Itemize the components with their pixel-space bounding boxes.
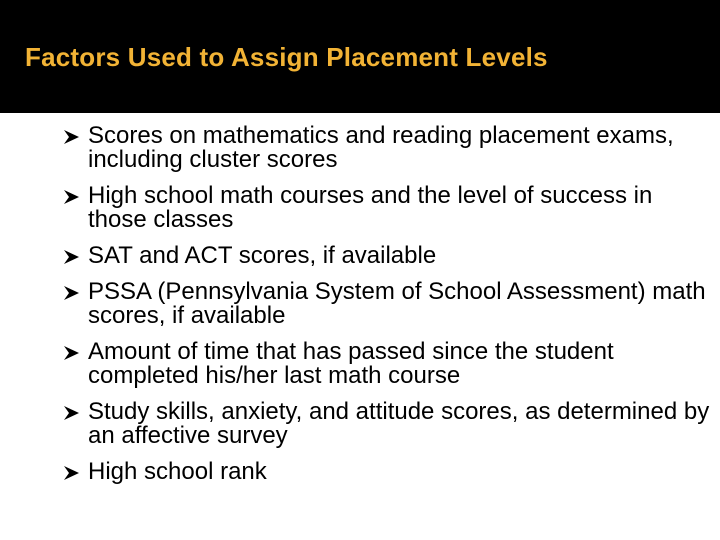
bullet-text: SAT and ACT scores, if available — [88, 242, 437, 269]
arrowhead-bullet-icon — [62, 284, 82, 302]
arrowhead-bullet-icon — [62, 464, 82, 482]
arrowhead-bullet-icon — [62, 188, 82, 206]
bullet-text: Scores on mathematics and reading placement exams, including cluster scores — [88, 122, 674, 173]
list-item — [62, 280, 712, 328]
bullet-text: High school rank — [88, 458, 267, 485]
arrowhead-bullet-icon — [62, 404, 82, 422]
bullet-list — [62, 124, 712, 496]
list-item — [62, 244, 712, 268]
list-item — [62, 400, 712, 448]
arrowhead-bullet-icon — [62, 344, 82, 362]
slide-title: Factors Used to Assign Placement Levels — [25, 42, 548, 72]
title-bar — [0, 0, 720, 113]
bullet-text: High school math courses and the level of success in those classes — [88, 182, 653, 233]
bullet-text: Amount of time that has passed since the student completed his/her last math course — [88, 338, 614, 389]
arrowhead-bullet-icon — [62, 248, 82, 266]
list-item — [62, 184, 712, 232]
list-item — [62, 460, 712, 484]
bullet-text: PSSA (Pennsylvania System of School Assessment) math scores, if available — [88, 278, 706, 329]
list-item — [62, 124, 712, 172]
arrowhead-bullet-icon — [62, 128, 82, 146]
bullet-text: Study skills, anxiety, and attitude scores, as determined by an affective survey — [88, 398, 710, 449]
list-item — [62, 340, 712, 388]
